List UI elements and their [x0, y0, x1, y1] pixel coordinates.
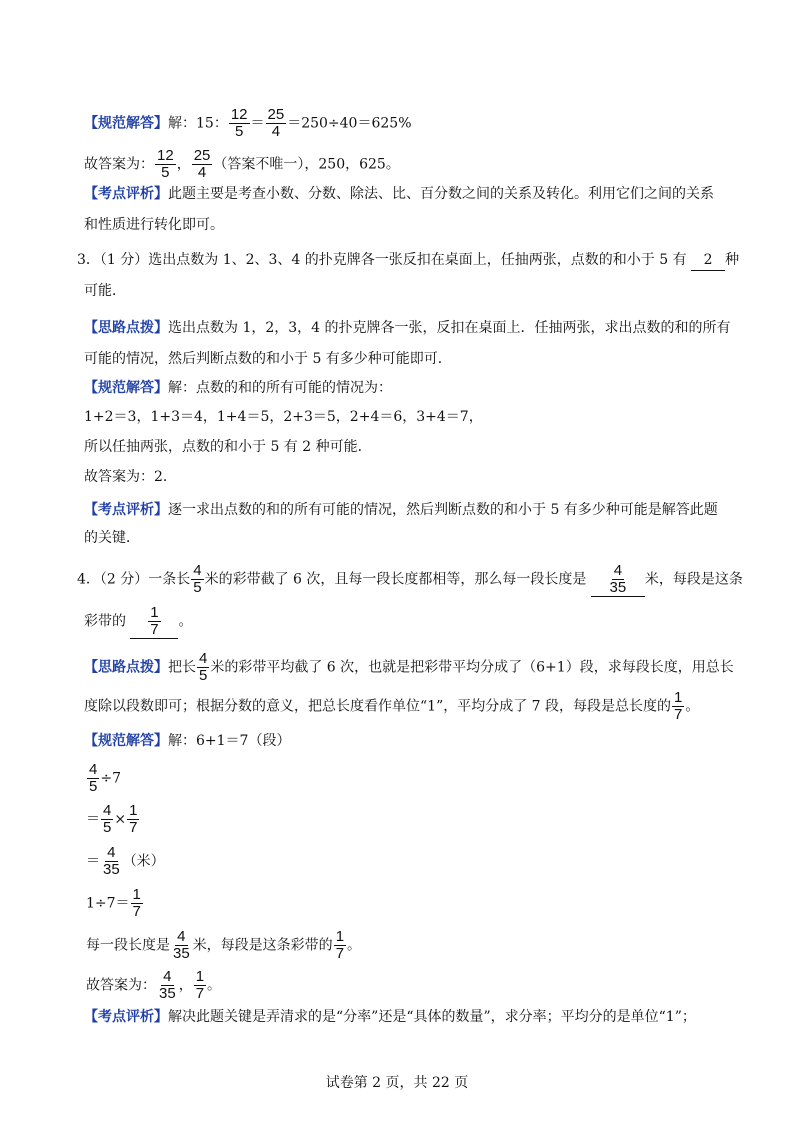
- solution-line-q3: 【规范解答】解：点数的和的所有可能的情况为：: [84, 380, 392, 396]
- hint-line-q4-cont: 度除以段数即可；根据分数的意义，把总长度看作单位“1”，平均分成了 7 段，每段是总长度的 $\frac{1}{7}$ 。: [84, 689, 700, 723]
- hint-line-q4: 【思路点拨】把长 $\frac{4}{5}$ 米的彩带平均截了 6 次，也就是把彩带平均分成了（6+1）段，求每段长度，用总长: [84, 650, 734, 684]
- solution-sums: 1+2＝3，1+3＝4，1+4＝5，2+3＝5，2+4＝6，3+4＝7，: [84, 409, 483, 425]
- fraction-1-7: $\frac{1}{7}$: [195, 968, 205, 1002]
- fraction-4-5: $\frac{4}{5}$: [103, 802, 112, 836]
- hint-line-q3-cont: 可能的情况，然后判断点数的和小于 5 有多少种可能即可．: [84, 351, 452, 367]
- fraction-1-7: $\frac{1}{7}$: [132, 886, 141, 920]
- question-4-stem-cont: 彩带的 $\frac{1}{7}$ 。: [84, 604, 193, 638]
- fraction-1-7: $\frac{1}{7}$: [129, 802, 138, 836]
- fraction-4-5: $\frac{4}{5}$: [89, 761, 98, 795]
- solution-line-p2: 【规范解答】解：15： $\frac{12}{5}$ ＝ $\frac{25}{4}$ ＝250÷40＝625%: [84, 106, 412, 140]
- fraction-1-7: $\frac{1}{7}$: [674, 689, 683, 723]
- label-standard-solution: 【规范解答】: [84, 115, 168, 132]
- calc-summary: 每一段长度是 $\frac{4}{35}$ 米，每段是这条彩带的 $\frac{1}{7}$ 。: [86, 928, 362, 962]
- analysis-line-q3-cont: 的关键．: [84, 530, 140, 546]
- calc-step-1: $\frac{4}{5}$ ÷7: [89, 761, 121, 795]
- answer-blank: [591, 563, 645, 597]
- fraction-4-5: $\frac{4}{5}$: [199, 650, 208, 684]
- label-hint: 【思路点拨】: [84, 659, 168, 676]
- calc-step-2: ＝ $\frac{4}{5}$ × $\frac{1}{7}$: [86, 802, 138, 836]
- answer-blank: 2: [691, 250, 725, 271]
- answer-line-p2: 故答案为： $\frac{12}{5}$ ， $\frac{25}{4}$ （答案不唯一），250，625。: [84, 147, 400, 181]
- fraction-12-5: $\frac{12}{5}$: [230, 106, 248, 140]
- fraction-4-5: $\frac{4}{5}$: [193, 562, 202, 596]
- question-4-stem: 4．（2 分）一条长 $\frac{4}{5}$ 米的彩带截了 6 次，且每一段长度都相等，那么每一段长度是 $\frac{4}{35}$ 米，每段是这条: [77, 562, 743, 596]
- analysis-line-p2: 【考点评析】此题主要是考查小数、分数、除法、比、百分数之间的关系及转化。利用它们之间的关系: [84, 186, 714, 202]
- question-3-stem-cont: 可能．: [84, 283, 126, 299]
- label-hint: 【思路点拨】: [84, 320, 168, 336]
- label-analysis: 【考点评析】: [84, 502, 168, 518]
- label-standard-solution: 【规范解答】: [84, 380, 168, 396]
- answer-blank: [130, 605, 178, 639]
- analysis-line-q3: 【考点评析】逐一求出点数的和的所有可能的情况，然后判断点数的和小于 5 有多少种可能是解答此题: [84, 502, 718, 518]
- fraction-4-35: $\frac{4}{35}$: [103, 844, 120, 878]
- label-analysis: 【考点评析】: [84, 1009, 168, 1025]
- fraction-4-35: $\frac{4}{35}$: [159, 968, 176, 1002]
- analysis-line-q4: 【考点评析】解决此题关键是弄清求的是“分率”还是“具体的数量”，求分率；平均分的是单位“1”；: [84, 1009, 696, 1025]
- question-3-stem: 3．（1 分）选出点数为 1、2、3、4 的扑克牌各一张反扣在桌面上，任抽两张，点数的和小于 5 有 2 种: [77, 250, 739, 271]
- fraction-1-7: $\frac{1}{7}$: [150, 604, 159, 638]
- analysis-line-p2-cont: 和性质进行转化即可。: [84, 217, 224, 233]
- fraction-4-35: $\frac{4}{35}$: [173, 928, 190, 962]
- fraction-4-35: $\frac{4}{35}$: [609, 562, 627, 596]
- calc-step-3: ＝ $\frac{4}{35}$ （米）: [86, 844, 165, 878]
- fraction-1-7: $\frac{1}{7}$: [335, 928, 345, 962]
- label-analysis: 【考点评析】: [84, 186, 168, 202]
- fraction-12-5: $\frac{12}{5}$: [157, 147, 174, 181]
- label-standard-solution: 【规范解答】: [84, 733, 168, 749]
- answer-line-q4: 故答案为： $\frac{4}{35}$ ， $\frac{1}{7}$ 。: [86, 968, 222, 1002]
- solution-line-q4: 【规范解答】解：6+1＝7（段）: [84, 733, 291, 749]
- fraction-25-4: $\frac{25}{4}$: [193, 147, 211, 181]
- fraction-25-4: $\frac{25}{4}$: [267, 106, 285, 140]
- solution-conclusion: 所以任抽两张，点数的和小于 5 有 2 种可能．: [84, 439, 372, 455]
- hint-line-q3: 【思路点拨】选出点数为 1，2，3，4 的扑克牌各一张，反扣在桌面上．任抽两张，求出点数的和的所有: [84, 320, 731, 336]
- page-footer: 试卷第 2 页，共 22 页: [325, 1075, 469, 1091]
- answer-line-q3: 故答案为：2．: [84, 469, 177, 485]
- calc-step-4: 1÷7＝ $\frac{1}{7}$: [86, 886, 141, 920]
